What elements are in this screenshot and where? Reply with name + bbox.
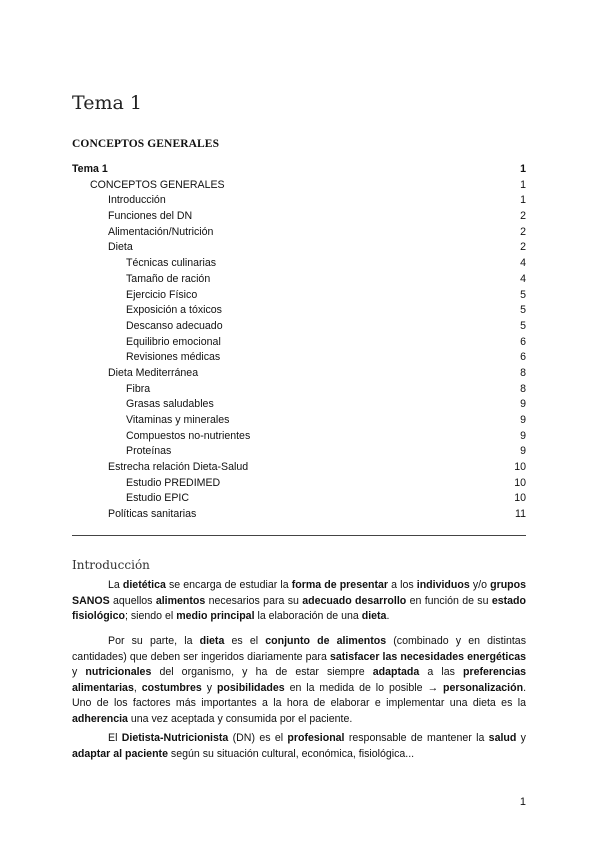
bold-term: adaptar al paciente xyxy=(72,747,168,760)
toc-entry-page: 6 xyxy=(520,351,526,364)
toc-entry-label: Grasas saludables xyxy=(126,398,214,411)
divider xyxy=(72,535,526,536)
toc-entry-page: 8 xyxy=(520,366,526,379)
toc-entry[interactable] xyxy=(72,413,526,429)
toc-entry[interactable] xyxy=(72,507,526,523)
text-run: necesarios para su xyxy=(205,594,303,607)
toc-entry-label: Dieta Mediterránea xyxy=(108,366,199,379)
toc-entry-page: 11 xyxy=(515,508,526,521)
bold-term: dieta xyxy=(361,610,387,623)
text-run: (DN) es el xyxy=(228,732,288,744)
text-run: ; siendo el xyxy=(124,610,177,623)
text-run: en función de su xyxy=(406,594,492,607)
text-run: . xyxy=(386,610,390,623)
toc-entry-label: Proteínas xyxy=(126,445,172,458)
intro-paragraph-3 xyxy=(72,731,526,762)
toc-entry-page: 1 xyxy=(520,163,526,175)
text-run: según su situación cultural, económica, fisiológica... xyxy=(167,747,415,760)
toc-entry[interactable] xyxy=(72,491,526,507)
toc-entry-label: Alimentación/Nutrición xyxy=(108,225,214,238)
toc-entry-page: 4 xyxy=(520,272,526,285)
text-run: . Uno de los factores más importantes a la hora de elaborar e implementar una dieta es la xyxy=(72,681,527,710)
toc-entry-page: 8 xyxy=(520,382,526,395)
bold-term: Dietista-Nutricionista xyxy=(121,732,229,744)
toc-entry-label: Estrecha relación Dieta-Salud xyxy=(108,461,249,474)
text-run: y xyxy=(72,666,86,679)
toc-entry-label: Fibra xyxy=(126,382,151,395)
toc-entry-label: Compuestos no-nutrientes xyxy=(126,429,251,442)
toc-entry-label: Revisiones médicas xyxy=(126,351,221,364)
toc-entry[interactable] xyxy=(72,225,526,241)
toc-entry[interactable] xyxy=(72,350,526,366)
bold-term: forma de presentar xyxy=(291,579,388,591)
toc-entry[interactable] xyxy=(72,366,526,382)
text-run: , xyxy=(133,681,142,694)
text-run: a los xyxy=(388,579,417,591)
bold-term: posibilidades xyxy=(216,681,285,694)
toc-entry-label: Introducción xyxy=(108,194,166,207)
text-run: El xyxy=(108,732,122,744)
text-run: y xyxy=(516,732,526,744)
bold-term: conjunto de alimentos xyxy=(265,635,387,647)
text-run: y xyxy=(201,681,217,694)
section-subtitle: CONCEPTOS GENERALES xyxy=(72,138,220,150)
toc-entry-page: 10 xyxy=(514,492,526,505)
toc-entry-page: 5 xyxy=(520,288,526,301)
bold-term: estado fisiológico xyxy=(72,594,526,623)
toc-entry-label: Exposición a tóxicos xyxy=(126,304,222,317)
bold-term: profesional xyxy=(287,732,345,744)
text-run: a las xyxy=(419,666,463,679)
bold-term: adaptada xyxy=(372,666,420,679)
bold-term: dieta xyxy=(199,635,225,647)
text-run: es el xyxy=(224,635,266,647)
toc-entry[interactable] xyxy=(72,240,526,256)
toc-entry-label: Funciones del DN xyxy=(108,210,193,223)
bold-term: preferencias alimentarias xyxy=(72,666,527,694)
text-run: Por su parte, la xyxy=(108,635,200,647)
text-run: responsable de mantener la xyxy=(344,732,489,744)
toc-entry-page: 2 xyxy=(520,225,526,238)
intro-paragraph-1 xyxy=(72,578,526,625)
toc-entry-label: Dieta xyxy=(108,241,133,254)
text-run: la elaboración de una xyxy=(254,610,362,623)
page-title: Tema 1 xyxy=(72,92,142,114)
bold-term: adecuado desarrollo xyxy=(302,594,407,607)
toc-entry[interactable] xyxy=(72,476,526,492)
toc-entry[interactable] xyxy=(72,460,526,476)
text-run: aquellos xyxy=(109,594,156,607)
bold-term: medio principal xyxy=(176,610,255,623)
section-heading: Introducción xyxy=(72,558,150,572)
toc-entry-label: Estudio EPIC xyxy=(126,492,190,505)
toc-entry-label: Tema 1 xyxy=(72,163,108,175)
bold-term: nutricionales xyxy=(85,666,152,679)
toc-entry[interactable] xyxy=(72,193,526,209)
bold-term: individuos xyxy=(416,579,470,591)
toc-entry[interactable] xyxy=(72,288,526,304)
toc-entry-label: Políticas sanitarias xyxy=(108,508,197,521)
toc-entry[interactable] xyxy=(72,397,526,413)
bold-term: alimentos xyxy=(155,594,206,607)
text-run: una vez aceptada y consumida por el paciente. xyxy=(127,712,353,725)
intro-paragraph-2 xyxy=(72,634,526,728)
toc-entry-label: Ejercicio Físico xyxy=(126,288,198,301)
toc-entry[interactable] xyxy=(72,429,526,445)
bold-term: dietética xyxy=(122,579,166,591)
toc-entry[interactable] xyxy=(72,303,526,319)
toc-entry-page: 1 xyxy=(520,194,526,207)
bold-term: costumbres xyxy=(141,681,202,694)
toc-entry-label: Tamaño de ración xyxy=(126,272,211,285)
toc-entry[interactable] xyxy=(72,162,526,178)
toc-entry-label: CONCEPTOS GENERALES xyxy=(90,178,225,191)
bold-term: grupos SANOS xyxy=(72,579,526,607)
page-number: 1 xyxy=(519,796,526,808)
toc-entry-page: 6 xyxy=(520,335,526,348)
toc-entry[interactable] xyxy=(72,335,526,351)
toc-entry-page: 9 xyxy=(520,398,526,411)
text-run: del organismo, y ha de estar siempre xyxy=(151,666,373,679)
text-run: en la medida de lo posible → xyxy=(284,681,443,694)
toc-entry-page: 5 xyxy=(520,319,526,332)
text-run: se encarga de estudiar la xyxy=(165,579,292,591)
table-of-contents xyxy=(72,162,526,523)
toc-entry-label: Vitaminas y minerales xyxy=(126,414,230,426)
toc-entry-label: Descanso adecuado xyxy=(126,319,223,332)
toc-entry[interactable] xyxy=(72,319,526,335)
text-run: La xyxy=(108,579,123,591)
toc-entry[interactable] xyxy=(72,209,526,225)
toc-entry[interactable] xyxy=(72,444,526,460)
toc-entry-page: 2 xyxy=(520,241,526,254)
toc-entry-page: 1 xyxy=(520,178,526,191)
text-run: (combinado y en distintas cantidades) que deben ser ingeridos diariamente para xyxy=(72,635,526,663)
toc-entry-page: 5 xyxy=(520,304,526,317)
toc-entry[interactable] xyxy=(72,178,526,194)
bold-term: personalización xyxy=(442,681,524,694)
bold-term: adherencia xyxy=(72,712,128,725)
toc-entry[interactable] xyxy=(72,256,526,272)
text-run: y/o xyxy=(469,579,491,591)
toc-entry[interactable] xyxy=(72,272,526,288)
toc-entry-page: 2 xyxy=(520,210,526,223)
toc-entry-label: Técnicas culinarias xyxy=(126,257,217,270)
toc-entry-page: 9 xyxy=(520,414,526,426)
bold-term: salud xyxy=(488,732,517,744)
toc-entry-page: 4 xyxy=(520,257,526,270)
toc-entry-label: Equilibrio emocional xyxy=(126,335,221,348)
toc-entry-page: 9 xyxy=(520,445,526,458)
bold-term: satisfacer las necesidades energéticas xyxy=(329,650,526,663)
toc-entry-page: 10 xyxy=(514,476,526,489)
toc-entry-page: 9 xyxy=(520,429,526,442)
toc-entry[interactable] xyxy=(72,382,526,398)
toc-entry-label: Estudio PREDIMED xyxy=(126,476,221,489)
toc-entry-page: 10 xyxy=(514,461,526,474)
